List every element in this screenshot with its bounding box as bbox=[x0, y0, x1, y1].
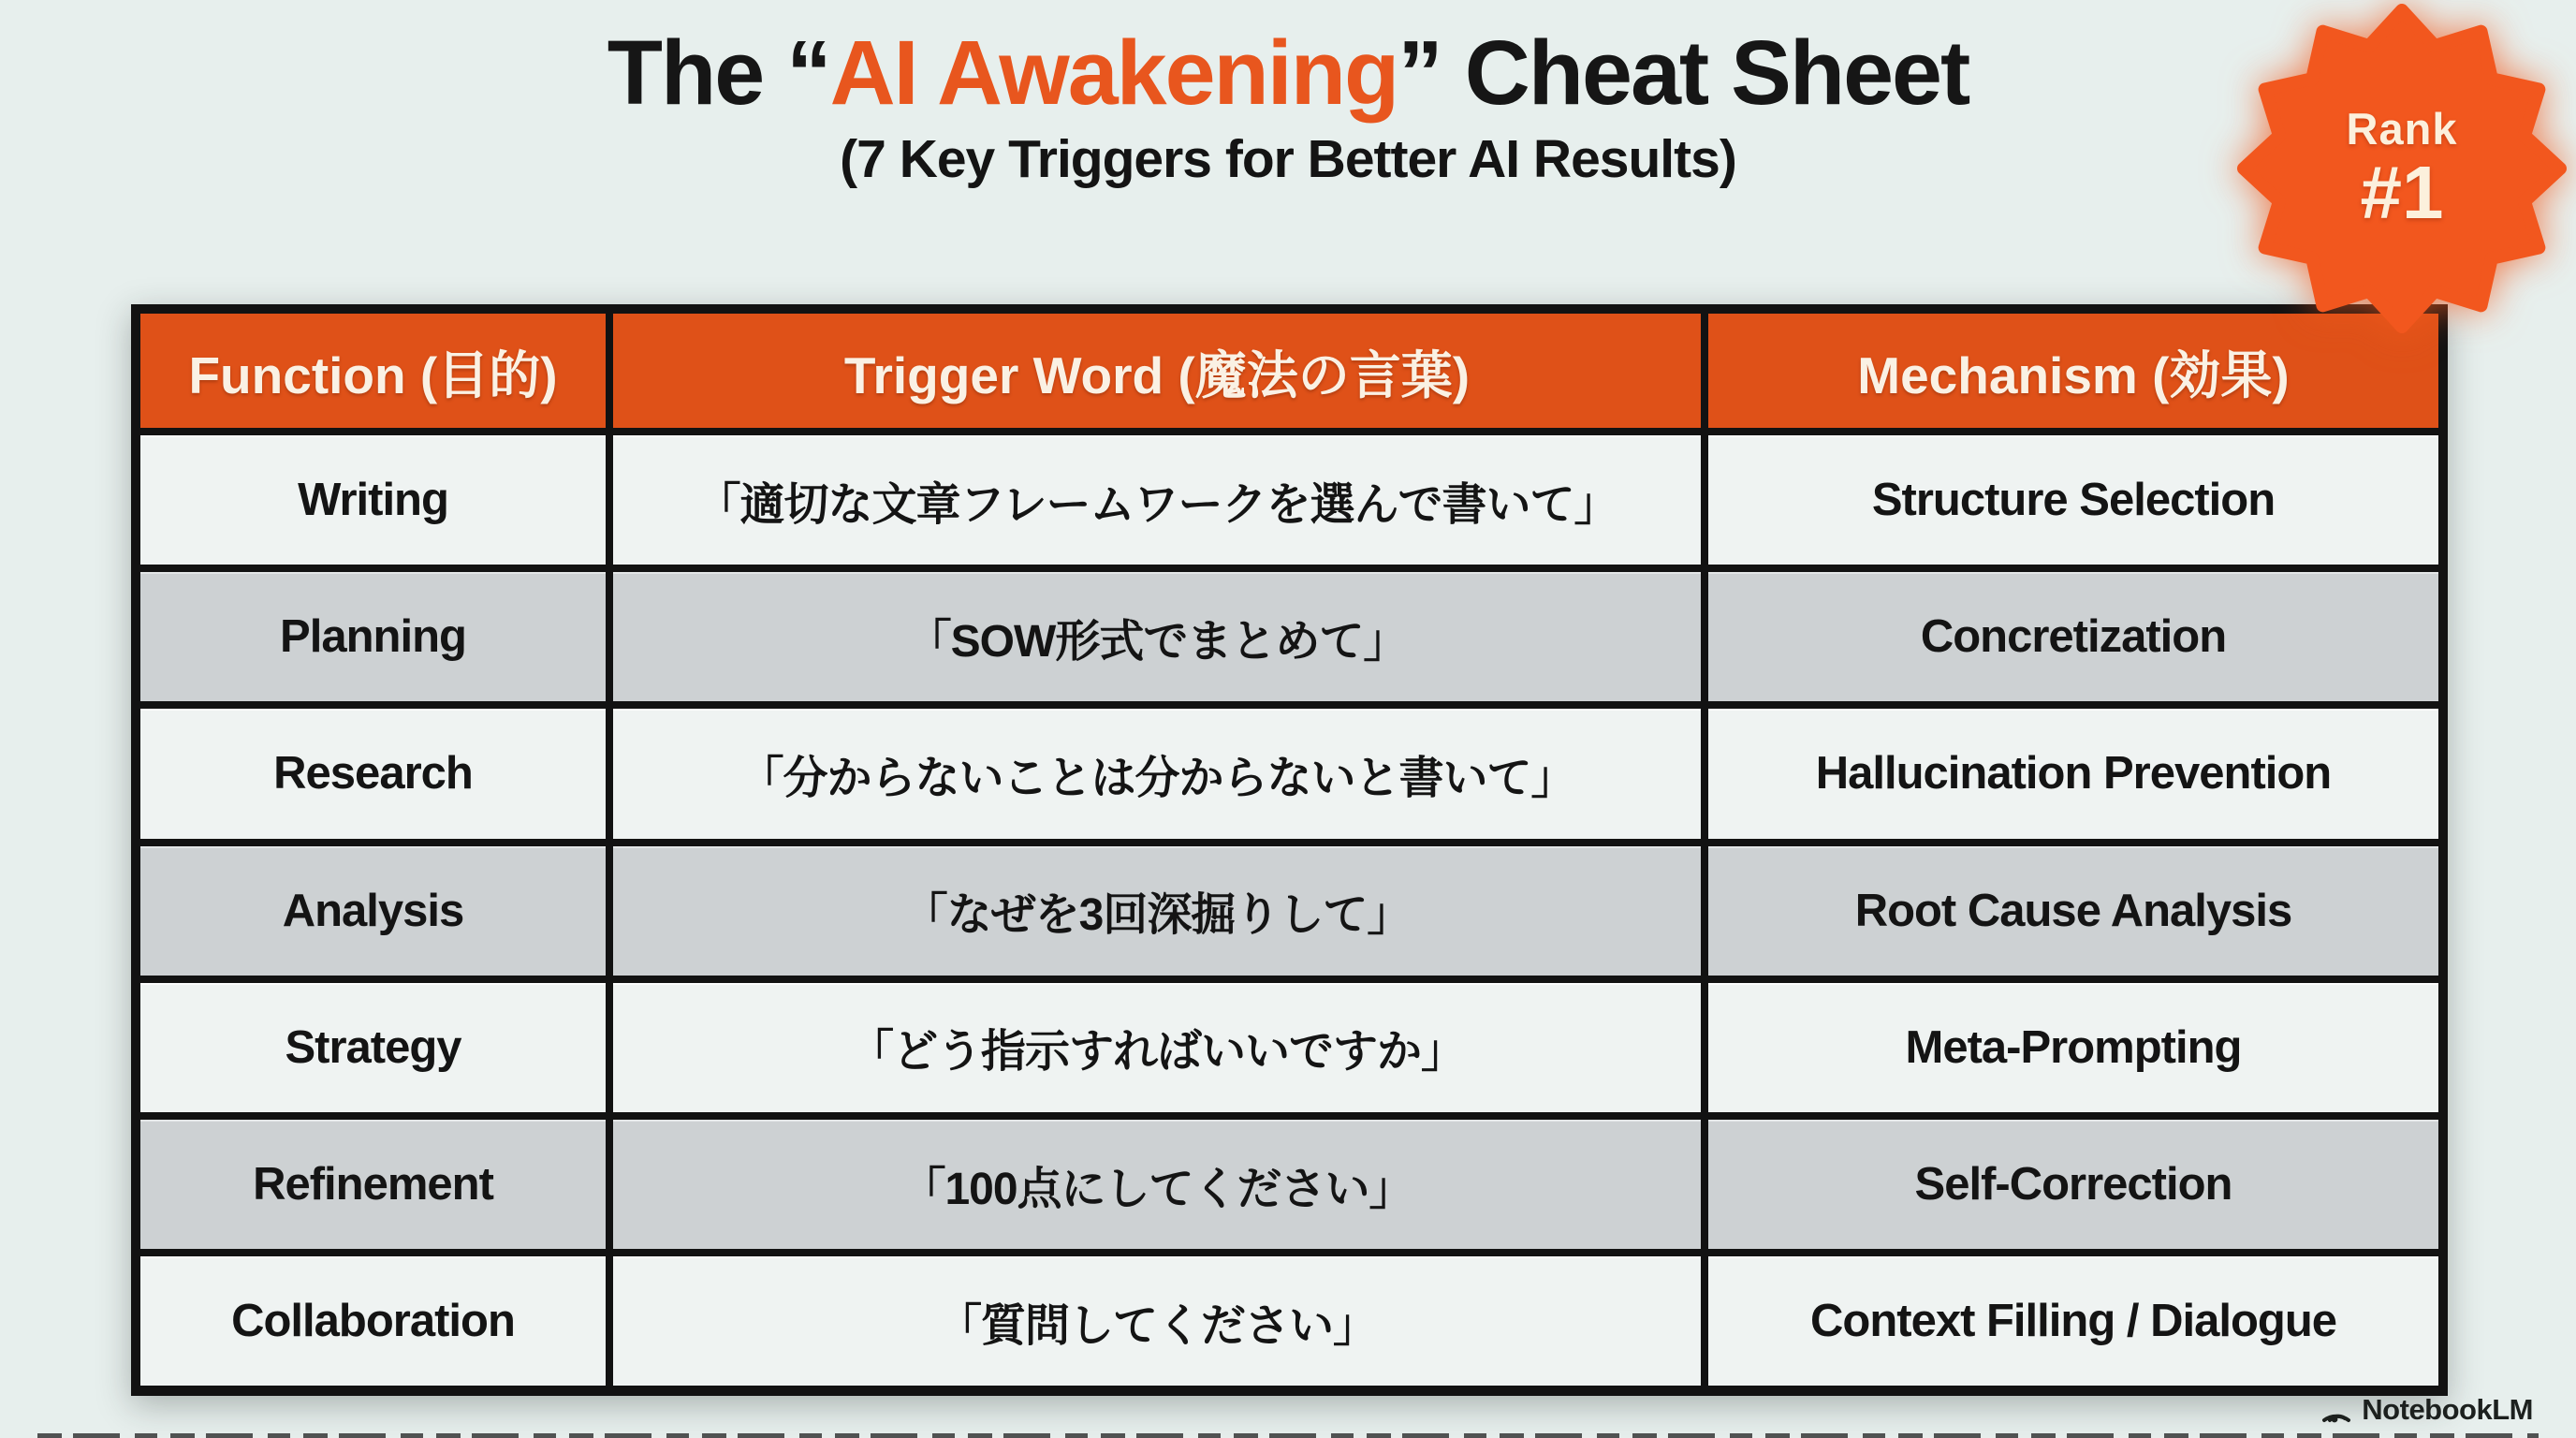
cell-mechanism-analysis: Root Cause Analysis bbox=[1708, 846, 2438, 976]
cropped-text-edge bbox=[37, 1433, 2539, 1438]
cell-trigger-refinement: 「100点にしてください」 bbox=[613, 1120, 1701, 1249]
cell-trigger-writing: 「適切な文章フレームワークを選んで書いて」 bbox=[613, 435, 1701, 565]
cell-trigger-research: 「分からないことは分からないと書いて」 bbox=[613, 709, 1701, 838]
cell-trigger-strategy: 「どう指示すればいいですか」 bbox=[613, 983, 1701, 1112]
cell-function-writing: Writing bbox=[140, 435, 606, 565]
cell-mechanism-research: Hallucination Prevention bbox=[1708, 709, 2438, 838]
title-close-quote: ” bbox=[1398, 22, 1442, 124]
cell-function-planning: Planning bbox=[140, 572, 606, 701]
cell-trigger-analysis: 「なぜを3回深掘りして」 bbox=[613, 846, 1701, 976]
title-open-quote: “ bbox=[786, 22, 830, 124]
cell-mechanism-planning: Concretization bbox=[1708, 572, 2438, 701]
rank-number: #1 bbox=[2360, 150, 2444, 234]
cheat-sheet-table bbox=[131, 304, 2448, 1396]
rank-badge bbox=[2237, 4, 2567, 333]
header-trigger: Trigger Word (魔法の言葉) bbox=[613, 314, 1701, 428]
title-suffix: Cheat Sheet bbox=[1441, 22, 1969, 124]
cell-function-analysis: Analysis bbox=[140, 846, 606, 976]
cell-function-collaboration: Collaboration bbox=[140, 1256, 606, 1386]
cell-mechanism-refinement: Self-Correction bbox=[1708, 1120, 2438, 1249]
cell-mechanism-writing: Structure Selection bbox=[1708, 435, 2438, 565]
cell-trigger-collaboration: 「質問してください」 bbox=[613, 1256, 1701, 1386]
header-function: Function (目的) bbox=[140, 314, 606, 428]
cell-function-research: Research bbox=[140, 709, 606, 838]
title-highlight: AI Awakening bbox=[829, 22, 1398, 124]
page-subtitle: (7 Key Triggers for Better AI Results) bbox=[840, 128, 1736, 189]
cell-function-strategy: Strategy bbox=[140, 983, 606, 1112]
cell-mechanism-collaboration: Context Filling / Dialogue bbox=[1708, 1256, 2438, 1386]
title-prefix: The bbox=[607, 22, 787, 124]
cell-function-refinement: Refinement bbox=[140, 1120, 606, 1249]
rank-label: Rank bbox=[2346, 104, 2458, 154]
notebooklm-icon bbox=[2320, 1396, 2352, 1424]
rank-badge-text bbox=[2237, 4, 2567, 333]
cell-mechanism-strategy: Meta-Prompting bbox=[1708, 983, 2438, 1112]
header-mechanism: Mechanism (効果) bbox=[1708, 314, 2438, 428]
page-title bbox=[0, 22, 2576, 124]
notebooklm-brand bbox=[2320, 1393, 2533, 1427]
cell-trigger-planning: 「SOW形式でまとめて」 bbox=[613, 572, 1701, 701]
title-block bbox=[0, 22, 2576, 190]
notebooklm-label: NotebookLM bbox=[2362, 1393, 2533, 1426]
